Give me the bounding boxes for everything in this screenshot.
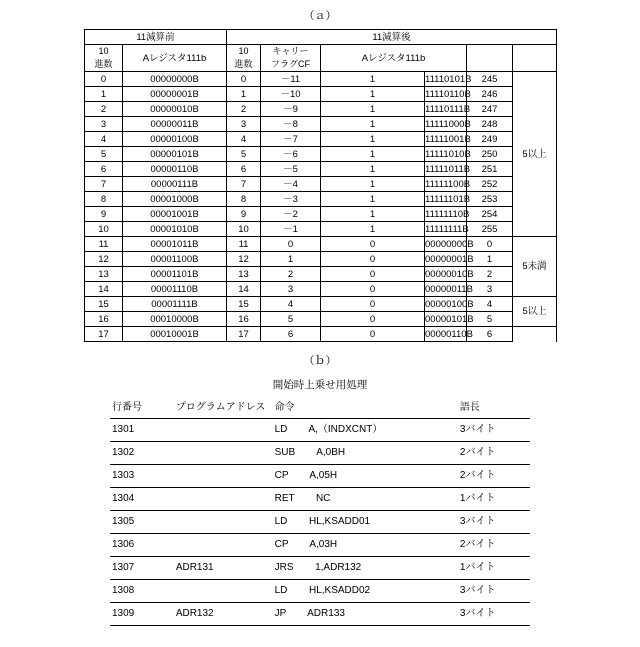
cell-dec-before: 11 bbox=[85, 237, 123, 252]
program-row bbox=[110, 465, 530, 488]
cell-word-length: 3バイト bbox=[458, 603, 530, 626]
cell-areg-after: 11111011B bbox=[425, 163, 471, 175]
cell-dec-index: 6 bbox=[227, 162, 261, 177]
cell-areg-after: 00000001B bbox=[425, 253, 474, 265]
cell-word-length: 3バイト bbox=[458, 580, 530, 603]
cell-carry-flag: 0 bbox=[321, 282, 425, 297]
cell-value-after: 245 bbox=[467, 72, 513, 87]
cell-carry-flag: 1 bbox=[321, 177, 425, 192]
cell-areg-after: 11111110B bbox=[425, 208, 470, 220]
cell-dec-before: 14 bbox=[85, 282, 123, 297]
cell-dec-after: 3 bbox=[261, 282, 321, 297]
cell-dec-after: －2 bbox=[261, 207, 321, 222]
cell-instruction bbox=[273, 442, 458, 465]
cell-value-after: 3 bbox=[467, 282, 513, 297]
program-row bbox=[110, 488, 530, 511]
cell-areg-after: 11111000B bbox=[425, 118, 471, 130]
cell-areg-before: 00000111B bbox=[123, 177, 227, 192]
cell-operand: NC bbox=[316, 493, 331, 504]
cell-carry-flag: 1 bbox=[321, 87, 425, 102]
cell-areg-after: 11110110B bbox=[425, 88, 471, 100]
cell-value-after: 2 bbox=[467, 267, 513, 282]
table-row bbox=[85, 282, 557, 297]
cell-value-after: 0 bbox=[467, 237, 513, 252]
cell-value-after: 253 bbox=[467, 192, 513, 207]
table-row bbox=[85, 267, 557, 282]
cell-areg-after: 00000101B bbox=[425, 313, 474, 325]
table-header-row bbox=[85, 45, 557, 72]
cell-address bbox=[174, 580, 273, 603]
table-row bbox=[85, 222, 557, 237]
cell-dec-after: －3 bbox=[261, 192, 321, 207]
cell-carry-flag: 1 bbox=[321, 102, 425, 117]
cell-areg-after: 11111001B bbox=[425, 133, 471, 145]
cell-mnemonic: LD bbox=[274, 516, 288, 527]
cell-operand: HL,KSADD02 bbox=[308, 585, 371, 596]
cell-address bbox=[174, 511, 273, 534]
cell-dec-before: 13 bbox=[85, 267, 123, 282]
cell-dec-before: 4 bbox=[85, 132, 123, 147]
cell-value-after: 251 bbox=[467, 162, 513, 177]
cell-address bbox=[174, 442, 273, 465]
cell-address: ADR132 bbox=[174, 603, 273, 626]
cell-carry-flag: 1 bbox=[321, 117, 425, 132]
cell-dec-after: 4 bbox=[261, 297, 321, 312]
cell-dec-index: 11 bbox=[227, 237, 261, 252]
cell-mnemonic: CP bbox=[274, 539, 289, 550]
cell-mnemonic: JRS bbox=[274, 562, 294, 573]
cell-operand: ADR133 bbox=[307, 608, 345, 619]
cell-word-length: 2バイト bbox=[458, 534, 530, 557]
cell-areg-after: 00000110B bbox=[425, 328, 473, 340]
table-row bbox=[85, 162, 557, 177]
cell-areg-before: 00000100B bbox=[123, 132, 227, 147]
cell-dec-before: 16 bbox=[85, 312, 123, 327]
cell-instruction bbox=[273, 603, 458, 626]
program-row bbox=[110, 580, 530, 603]
cell-dec-index: 17 bbox=[227, 327, 261, 342]
cell-dec-index: 9 bbox=[227, 207, 261, 222]
cell-areg-before: 00001111B bbox=[123, 297, 227, 312]
program-row bbox=[110, 534, 530, 557]
header-before-group: 11減算前 bbox=[85, 30, 227, 45]
cell-dec-after: 0 bbox=[261, 237, 321, 252]
cell-operand: 1,ADR132 bbox=[315, 562, 362, 573]
cell-dec-index: 2 bbox=[227, 102, 261, 117]
header-areg-after: Aレジスタ111b bbox=[321, 45, 467, 72]
cell-dec-before: 9 bbox=[85, 207, 123, 222]
table-row bbox=[85, 147, 557, 162]
cell-operand: HL,KSADD01 bbox=[308, 516, 371, 527]
cell-carry-flag: 0 bbox=[321, 252, 425, 267]
cell-carry-flag: 1 bbox=[321, 147, 425, 162]
cell-address bbox=[174, 465, 273, 488]
cell-address: ADR131 bbox=[174, 557, 273, 580]
cell-areg-before: 00000000B bbox=[123, 72, 227, 87]
table-row bbox=[85, 327, 557, 342]
cell-instruction bbox=[273, 534, 458, 557]
cell-dec-before: 12 bbox=[85, 252, 123, 267]
cell-value-after: 248 bbox=[467, 117, 513, 132]
cell-areg-after: 11111111B bbox=[425, 223, 469, 235]
cell-dec-index: 12 bbox=[227, 252, 261, 267]
cell-operand: A,05H bbox=[309, 470, 338, 481]
table-row bbox=[85, 132, 557, 147]
header-dec-after: 10 進数 bbox=[227, 45, 261, 72]
cell-dec-index: 7 bbox=[227, 177, 261, 192]
cell-dec-before: 1 bbox=[85, 87, 123, 102]
cell-areg-after: 11111101B bbox=[425, 193, 471, 205]
header-word-length: 語長 bbox=[458, 398, 530, 419]
figure-b-table-wrapper bbox=[110, 398, 530, 626]
cell-areg-before: 00001100B bbox=[123, 252, 227, 267]
cell-dec-index: 5 bbox=[227, 147, 261, 162]
cell-areg-before: 00000110B bbox=[123, 162, 227, 177]
figure-a-caption: （ａ） bbox=[303, 10, 337, 22]
cell-value-after: 250 bbox=[467, 147, 513, 162]
cell-dec-after: －7 bbox=[261, 132, 321, 147]
cell-dec-index: 15 bbox=[227, 297, 261, 312]
cell-areg-before: 00001001B bbox=[123, 207, 227, 222]
cell-value-after: 246 bbox=[467, 87, 513, 102]
table-row bbox=[85, 192, 557, 207]
cell-carry-flag: 0 bbox=[321, 312, 425, 327]
cell-carry-flag: 1 bbox=[321, 162, 425, 177]
cell-dec-after: －6 bbox=[261, 147, 321, 162]
cell-areg-before: 00001010B bbox=[123, 222, 227, 237]
cell-areg-after: 11111100B bbox=[425, 178, 471, 190]
cell-instruction bbox=[273, 580, 458, 603]
cell-dec-before: 10 bbox=[85, 222, 123, 237]
header-dec-before: 10 進数 bbox=[85, 45, 123, 72]
cell-areg-before: 00000011B bbox=[123, 117, 227, 132]
cell-areg-after: 00000011B bbox=[425, 283, 473, 295]
cell-carry-flag: 1 bbox=[321, 222, 425, 237]
cell-dec-before: 0 bbox=[85, 72, 123, 87]
cell-dec-after: －10 bbox=[261, 87, 321, 102]
cell-dec-after: －4 bbox=[261, 177, 321, 192]
cell-carry-flag: 0 bbox=[321, 237, 425, 252]
cell-line-no: 1308 bbox=[110, 580, 174, 603]
cell-mnemonic: LD bbox=[274, 424, 288, 435]
cell-operand: A,0BH bbox=[316, 447, 346, 458]
header-compare bbox=[513, 45, 557, 72]
cell-instruction bbox=[273, 419, 458, 442]
cell-line-no: 1307 bbox=[110, 557, 174, 580]
cell-dec-index: 3 bbox=[227, 117, 261, 132]
cell-dec-after: －11 bbox=[261, 72, 321, 87]
cell-dec-index: 1 bbox=[227, 87, 261, 102]
table-row bbox=[85, 237, 557, 252]
cell-areg-after: 00000100B bbox=[425, 298, 474, 310]
cell-dec-before: 6 bbox=[85, 162, 123, 177]
subtraction-table bbox=[84, 29, 557, 342]
cell-areg-after: 11110101B bbox=[425, 73, 472, 85]
cell-address bbox=[174, 419, 273, 442]
program-row bbox=[110, 603, 530, 626]
cell-dec-index: 4 bbox=[227, 132, 261, 147]
cell-areg-after: 00000010B bbox=[425, 268, 474, 280]
cell-line-no: 1309 bbox=[110, 603, 174, 626]
cell-areg-after: 11110111B bbox=[425, 103, 471, 115]
cell-dec-after: －5 bbox=[261, 162, 321, 177]
cell-dec-index: 0 bbox=[227, 72, 261, 87]
cell-areg-before: 00001011B bbox=[123, 237, 227, 252]
cell-areg-before: 00001110B bbox=[123, 282, 227, 297]
header-carry-flag: キャリー フラグCF bbox=[261, 45, 321, 72]
cell-areg-before: 00010001B bbox=[123, 327, 227, 342]
cell-mnemonic: JP bbox=[274, 608, 287, 619]
cell-areg-before: 00000010B bbox=[123, 102, 227, 117]
program-listing-table bbox=[110, 398, 530, 626]
header-range bbox=[467, 45, 513, 72]
cell-areg-before: 00000001B bbox=[123, 87, 227, 102]
cell-dec-index: 10 bbox=[227, 222, 261, 237]
program-row bbox=[110, 442, 530, 465]
cell-word-length: 3バイト bbox=[458, 511, 530, 534]
cell-address bbox=[174, 534, 273, 557]
cell-word-length: 1バイト bbox=[458, 557, 530, 580]
cell-value-after: 249 bbox=[467, 132, 513, 147]
cell-dec-before: 8 bbox=[85, 192, 123, 207]
cell-line-no: 1302 bbox=[110, 442, 174, 465]
cell-areg-after: 11111010B bbox=[425, 148, 471, 160]
cell-mnemonic: CP bbox=[274, 470, 289, 481]
table-row bbox=[85, 252, 557, 267]
program-row bbox=[110, 419, 530, 442]
table-row bbox=[85, 297, 557, 312]
cell-dec-before: 2 bbox=[85, 102, 123, 117]
cell-dec-index: 16 bbox=[227, 312, 261, 327]
cell-word-length: 2バイト bbox=[458, 465, 530, 488]
cell-dec-index: 14 bbox=[227, 282, 261, 297]
cell-instruction bbox=[273, 465, 458, 488]
figure-a-table-wrapper bbox=[84, 29, 556, 342]
cell-line-no: 1303 bbox=[110, 465, 174, 488]
cell-value-after: 254 bbox=[467, 207, 513, 222]
cell-value-after: 1 bbox=[467, 252, 513, 267]
cell-word-length: 1バイト bbox=[458, 488, 530, 511]
annotation-range-2: 5未満 bbox=[513, 237, 557, 297]
header-instruction: 命令 bbox=[273, 398, 458, 419]
program-table-header-row bbox=[110, 398, 530, 419]
cell-dec-after: 2 bbox=[261, 267, 321, 282]
cell-carry-flag: 1 bbox=[321, 72, 425, 87]
cell-mnemonic: SUB bbox=[274, 447, 296, 458]
program-row bbox=[110, 557, 530, 580]
cell-value-after: 5 bbox=[467, 312, 513, 327]
program-row bbox=[110, 511, 530, 534]
cell-line-no: 1305 bbox=[110, 511, 174, 534]
cell-carry-flag: 1 bbox=[321, 192, 425, 207]
cell-carry-flag: 0 bbox=[321, 327, 425, 342]
cell-areg-before: 00000101B bbox=[123, 147, 227, 162]
cell-mnemonic: RET bbox=[274, 493, 295, 504]
cell-areg-after: 00000000B bbox=[425, 238, 474, 250]
figure-b-caption: （ｂ） bbox=[303, 355, 337, 367]
cell-instruction bbox=[273, 511, 458, 534]
cell-dec-after: －9 bbox=[261, 102, 321, 117]
cell-dec-before: 15 bbox=[85, 297, 123, 312]
cell-value-after: 4 bbox=[467, 297, 513, 312]
annotation-range-3: 5以上 bbox=[513, 297, 557, 327]
header-areg-before: Aレジスタ111b bbox=[123, 45, 227, 72]
table-header-group-row bbox=[85, 30, 557, 45]
cell-dec-after: －8 bbox=[261, 117, 321, 132]
header-after-group: 11減算後 bbox=[227, 30, 557, 45]
cell-line-no: 1301 bbox=[110, 419, 174, 442]
cell-instruction bbox=[273, 488, 458, 511]
header-line-no: 行番号 bbox=[110, 398, 174, 419]
cell-areg-before: 00001000B bbox=[123, 192, 227, 207]
cell-dec-before: 17 bbox=[85, 327, 123, 342]
cell-dec-after: 1 bbox=[261, 252, 321, 267]
cell-value-after: 252 bbox=[467, 177, 513, 192]
cell-dec-before: 7 bbox=[85, 177, 123, 192]
cell-word-length: 3バイト bbox=[458, 419, 530, 442]
cell-operand: A,03H bbox=[309, 539, 338, 550]
cell-operand: A,（INDXCNT） bbox=[308, 424, 383, 435]
cell-instruction bbox=[273, 557, 458, 580]
cell-line-no: 1304 bbox=[110, 488, 174, 511]
cell-areg-before: 00010000B bbox=[123, 312, 227, 327]
annotation-range-1: 5以上 bbox=[513, 72, 557, 237]
table-row bbox=[85, 177, 557, 192]
cell-dec-index: 8 bbox=[227, 192, 261, 207]
cell-value-after: 6 bbox=[467, 327, 513, 342]
cell-mnemonic: LD bbox=[274, 585, 288, 596]
figure-b-title: 開始時上乗せ用処理 bbox=[272, 379, 368, 391]
header-program-address: プログラムアドレス bbox=[174, 398, 273, 419]
cell-dec-index: 13 bbox=[227, 267, 261, 282]
cell-value-after: 255 bbox=[467, 222, 513, 237]
cell-address bbox=[174, 488, 273, 511]
cell-dec-before: 5 bbox=[85, 147, 123, 162]
cell-areg-before: 00001101B bbox=[123, 267, 227, 282]
cell-carry-flag: 1 bbox=[321, 132, 425, 147]
cell-carry-flag: 1 bbox=[321, 207, 425, 222]
cell-carry-flag: 0 bbox=[321, 267, 425, 282]
cell-word-length: 2バイト bbox=[458, 442, 530, 465]
cell-dec-after: 5 bbox=[261, 312, 321, 327]
cell-value-after: 247 bbox=[467, 102, 513, 117]
table-row bbox=[85, 87, 557, 102]
cell-carry-flag: 0 bbox=[321, 297, 425, 312]
table-row bbox=[85, 207, 557, 222]
cell-dec-after: －1 bbox=[261, 222, 321, 237]
table-row bbox=[85, 117, 557, 132]
cell-dec-before: 3 bbox=[85, 117, 123, 132]
table-row bbox=[85, 312, 557, 327]
table-row bbox=[85, 102, 557, 117]
cell-dec-after: 6 bbox=[261, 327, 321, 342]
cell-line-no: 1306 bbox=[110, 534, 174, 557]
table-row bbox=[85, 72, 557, 87]
